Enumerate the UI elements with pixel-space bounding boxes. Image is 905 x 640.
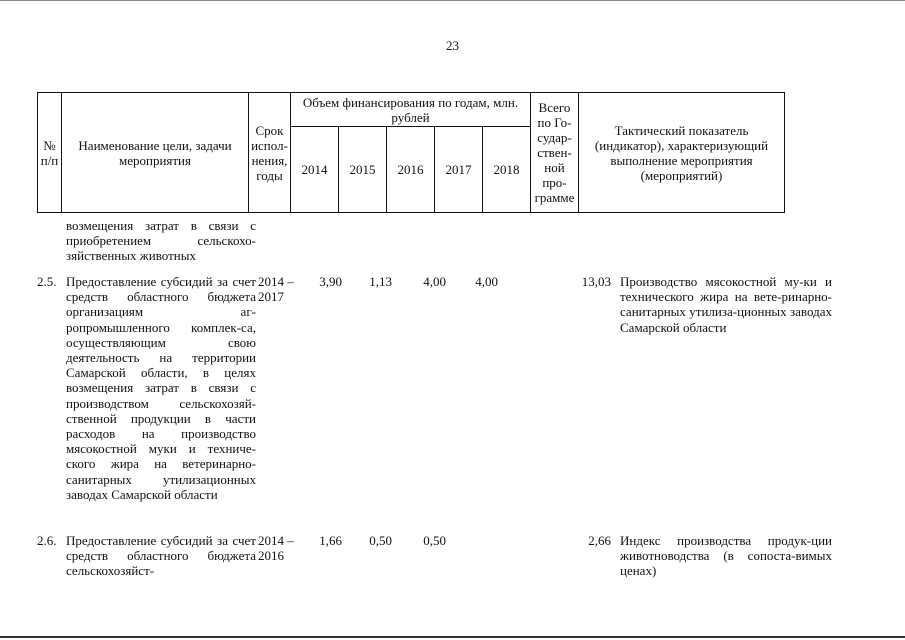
header-year: 2014 <box>291 127 339 213</box>
row-term: 2014 – 2017 <box>258 274 294 305</box>
row-value-2014: 3,90 <box>319 274 342 289</box>
table-header <box>37 92 785 213</box>
header-total: Всего по Го-судар-ствен-ной про-грамме <box>531 93 579 213</box>
row-value-2017: 4,00 <box>475 274 498 289</box>
top-edge <box>0 0 905 1</box>
row-value-2015: 0,50 <box>369 533 392 548</box>
header-year: 2017 <box>435 127 483 213</box>
header-year: 2018 <box>483 127 531 213</box>
row-indicator: Производство мясокостной му-ки и технического жира на вете-ринарно-санитарных утилиза-ционных заводах Самарской области <box>620 274 832 335</box>
row-name: Предоставление субсидий за счет средств областного бюджета сельскохозяйст- <box>66 533 256 579</box>
bottom-edge <box>0 636 905 638</box>
row-value-2016: 4,00 <box>423 274 446 289</box>
row-value-2014: 1,66 <box>319 533 342 548</box>
row-name: Предоставление субсидий за счет средств областного бюджета организациям аг-ропромышленного комплек-са, осуществляющим свою деятельность на территории Самарской области, в целях возмещения затрат в связи с производством сельскохозяй-ственной продукции в части расходов на производство мясокостной муки и техниче-ского жира на ветеринарно-санитарных утилизационных заводах Самарской области <box>66 274 256 502</box>
row-number: 2.6. <box>37 533 57 548</box>
row-indicator: Индекс производства продук-ции животноводства (в сопоста-вимых ценах) <box>620 533 832 579</box>
page-number: 23 <box>446 38 459 53</box>
row-total: 13,03 <box>581 274 611 289</box>
row-term: 2014 – 2016 <box>258 533 294 564</box>
header-name: Наименование цели, задачи мероприятия <box>62 93 249 213</box>
header-term: Срок испол-нения, годы <box>249 93 291 213</box>
header-indicator: Тактический показатель (индикатор), характеризующий выполнение мероприятия (мероприятий) <box>579 93 785 213</box>
header-year: 2016 <box>387 127 435 213</box>
continuation-text: возмещения затрат в связи с приобретением сельскохо-зяйственных животных <box>66 218 256 264</box>
row-value-2015: 1,13 <box>369 274 392 289</box>
row-number: 2.5. <box>37 274 57 289</box>
row-value-2016: 0,50 <box>423 533 446 548</box>
row-total: 2,66 <box>588 533 611 548</box>
header-number: № п/п <box>38 93 62 213</box>
header-funding: Объем финансирования по годам, млн. рублей <box>291 93 531 127</box>
header-year: 2015 <box>339 127 387 213</box>
